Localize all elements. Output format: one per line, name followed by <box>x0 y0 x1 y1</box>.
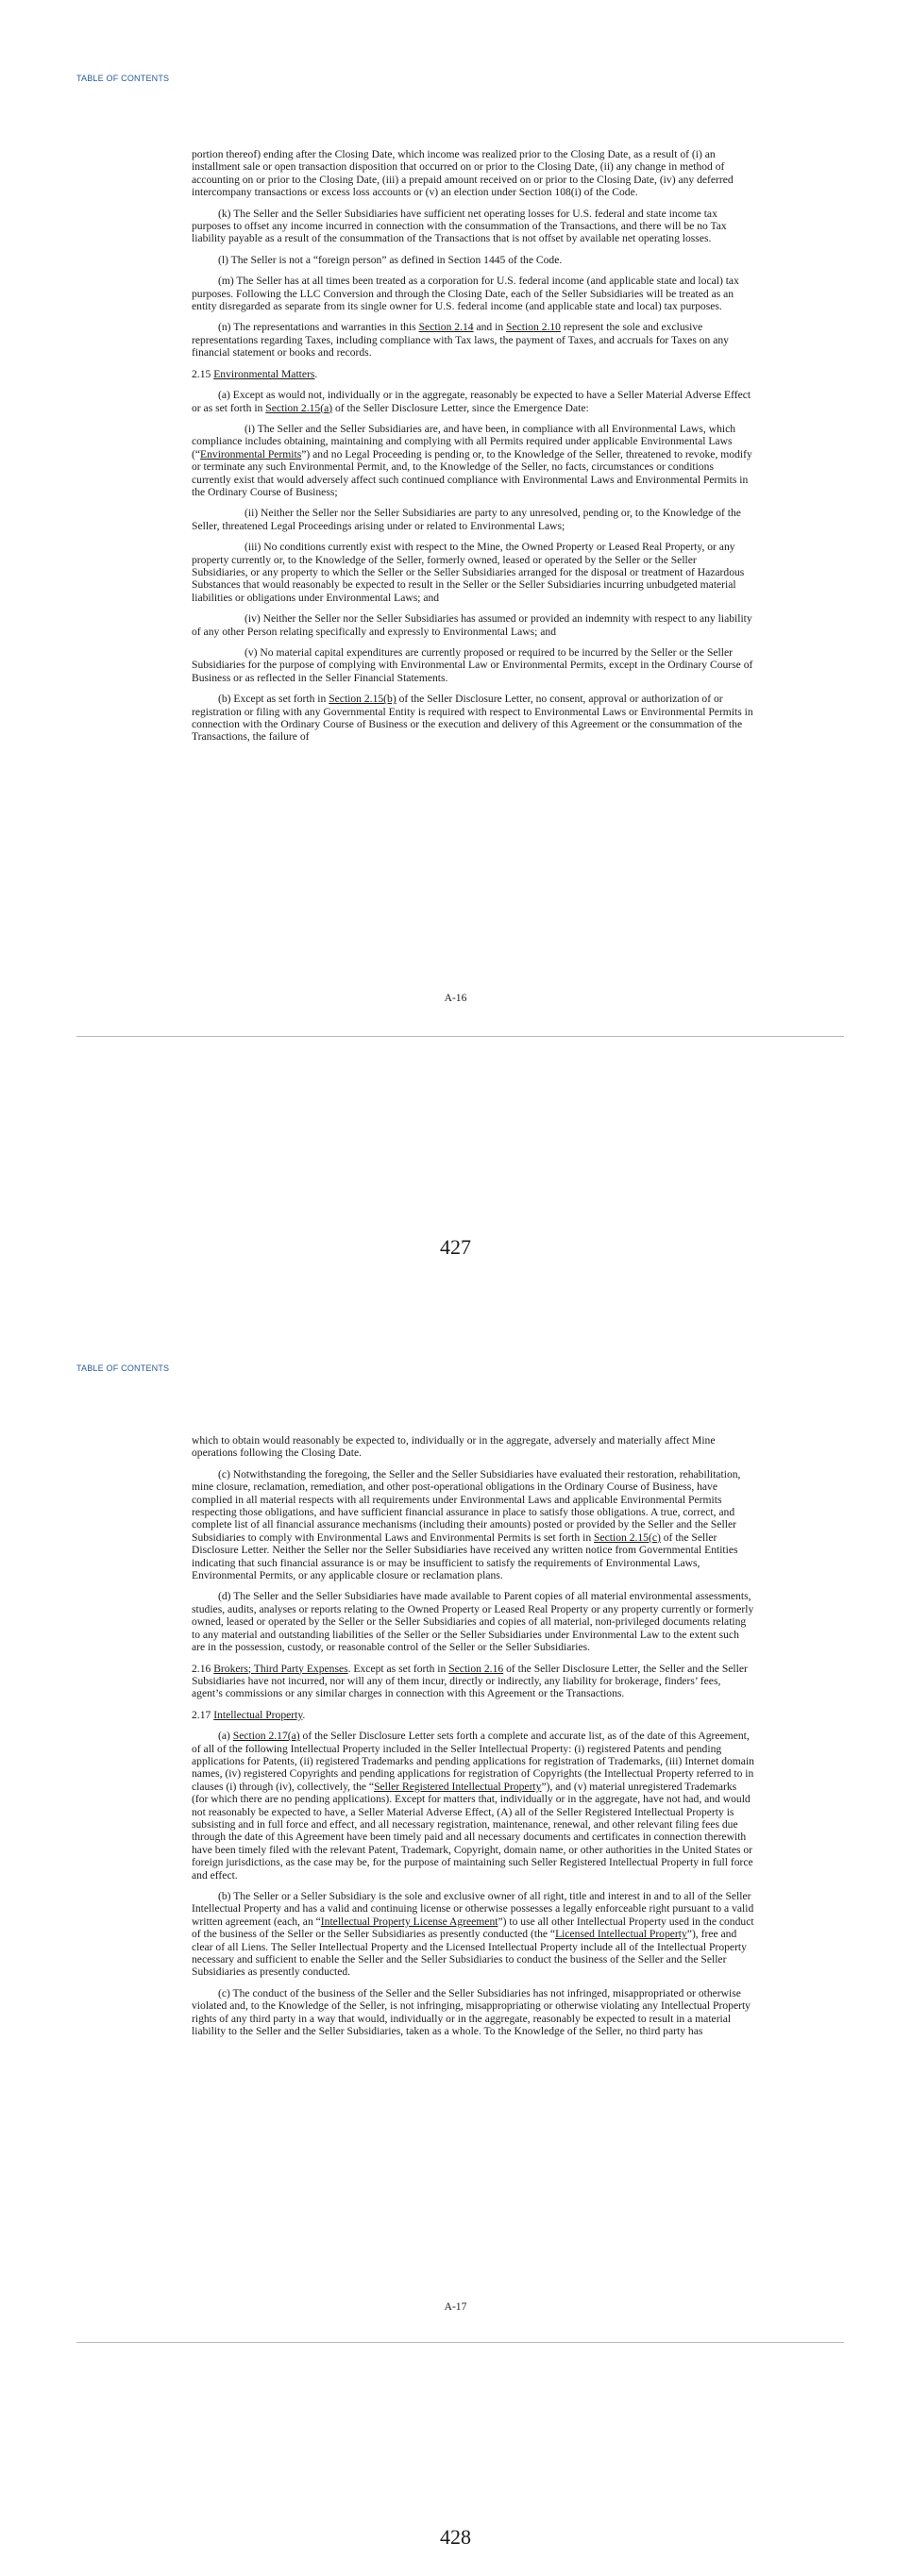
text: ”) and no Legal Proceeding is pending or, to the Knowledge of the Seller, threatened to revoke, modify or terminate any such Environmental Permit, and, to the Knowledge of the Seller, no facts, circumstances or conditions currently exist that would adversely affect such continued compliance with Environmental Laws and Environmental Permits in the Ordinary Course of Business; <box>192 447 752 498</box>
text: ”), free and clear of all Liens. The Seller Intellectual Property and the Licensed Intellectual Property include all of the Intellectual Property necessary and sufficient to enable the Seller and the Seller Subsidiaries to conduct the business of the Seller and the Seller Subsidiaries as presently conducted. <box>192 1928 747 1979</box>
paragraph-d: (d) The Seller and the Seller Subsidiaries have made available to Parent copies of all material environmental assessments, studies, audits, analyses or reports relating to the Owned Property or Leased Real Property or any property currently or formerly owned, leased or operated by the Seller or the Seller Subsidiaries and copies of all material, non-privileged documents relating to any material and outstanding liabilities of the Seller or the Seller Subsidiaries under Environmental Law to the extent such are in the possession, custody, or reasonable control of the Seller or the Seller Subsidiaries. <box>192 1590 754 1654</box>
section-number: 2.17 <box>192 1708 214 1721</box>
defined-term: Intellectual Property License Agreement <box>320 1915 498 1928</box>
page-divider <box>76 2342 844 2343</box>
section-number: 2.15 <box>192 367 214 380</box>
paragraph-a <box>192 1730 754 1882</box>
section-ref-2-17-a: Section 2.17(a) <box>232 1730 300 1743</box>
text: (i) The Seller and the Seller Subsidiaries are, and have been, in compliance with all Environmental Laws, which compliance includes obtaining, maintaining and complying with all Permits required under applicable Environmental Laws (“ <box>192 422 736 460</box>
text: (n) The representations and warranties in this <box>218 321 419 334</box>
text: (b) Except as set forth in <box>218 693 329 706</box>
page-1-body <box>192 148 754 752</box>
paragraph-continuation: portion thereof) ending after the Closing Date, which income was realized prior to the Closing Date, as a result of (i) an installment sale or open transaction disposition that occurred on or prior to the Closing Date, (ii) any change in method of accounting on or prior to the Closing Date, (iii) a prepaid amount received on or prior to the Closing Date, (iv) any deferred intercompany transactions or excess loss accounts or (v) an election under Section 108(i) of the Code. <box>192 148 734 199</box>
paragraph-n <box>192 321 754 359</box>
text: . <box>302 1708 306 1721</box>
section-ref-2-10: Section 2.10 <box>506 321 561 334</box>
paragraph-iv: (iv) Neither the Seller nor the Seller Subsidiaries has assumed or provided an indemnity with respect to any liability of any other Person relating specifically and expressly to Environmental Laws; and <box>192 612 752 638</box>
paragraph-k: (k) The Seller and the Seller Subsidiaries have sufficient net operating losses for U.S. federal and state income tax purposes to offset any income incurred in connection with the consummation of the Transactions, and there will be no Tax liability payable as a result of the consummation of the Transactions that is not offset by available net operating losses. <box>192 207 727 245</box>
section-ref-2-15-b: Section 2.15(b) <box>329 693 396 706</box>
text: of the Seller Disclosure Letter sets forth a complete and accurate list, as of the date of this Agreement, of all of the following Intellectual Property included in the Seller Intellectual Property: (i) registered Patents and pending applications for Patents, (ii) registered Trademarks and pending applications for registration of Trademarks, (iii) Internet domain names, (iv) registered Copyrights and pending applications for registration of Copyrights (the Intellectual Property referred to in clauses (i) through (iv), collectively, the “ <box>192 1730 754 1793</box>
text: . Except as set forth in <box>347 1662 449 1675</box>
section-title: Intellectual Property <box>213 1708 303 1721</box>
defined-term: Seller Registered Intellectual Property <box>374 1780 542 1793</box>
text: ”), and (v) material unregistered Trademarks (for which there are no pending applications). Except for matters that, individually or in the aggregate, have not had, and would not reasonably be expected to have, a Seller Material Adverse Effect, (A) all of the Seller Registered Intellectual Property is subsisting and in full force and effect, and all necessary registration, maintenance, renewal, and other relevant filing fees due through the date of this Agreement have been timely paid and all necessary documents and certificates in connection therewith have been timely filed with the relevant Patent, Trademark, Copyright, domain name, or other authorities in the United States or foreign jurisdictions, as the case may be, for the purpose of maintaining such Seller Registered Intellectual Property in full force and effect. <box>192 1780 753 1882</box>
section-title: Brokers; Third Party Expenses <box>213 1662 348 1675</box>
section-ref-2-15-c: Section 2.15(c) <box>594 1531 661 1544</box>
paragraph-b <box>192 1890 754 1979</box>
paragraph-ii: (ii) Neither the Seller nor the Seller Subsidiaries are party to any unresolved, pending or, to the Knowledge of the Seller, threatened Legal Proceedings arising under or related to Environmental Laws; <box>192 507 741 532</box>
paragraph-iii: (iii) No conditions currently exist with respect to the Mine, the Owned Property or Leased Real Property, or any property currently or, to the Knowledge of the Seller, formerly owned, leased or operated by the Seller or the Seller Subsidiaries, or any property to which the Seller or the Seller Subsidiaries arranged for the disposal or treatment of Hazardous Substances that would reasonably be expected to result in the Seller or the Seller Subsidiaries incurring unbudgeted material liabilities or obligations under Environmental Laws; and <box>192 541 745 604</box>
paragraph-a <box>192 389 754 414</box>
paragraph-v: (v) No material capital expenditures are currently proposed or required to be incurred by the Seller or the Seller Subsidiaries for the purpose of complying with Environmental Law or Environmental Permits, except in the Ordinary Course of Business or as reflected in the Seller Financial Statements. <box>192 646 753 684</box>
paragraph-continuation: which to obtain would reasonably be expected to, individually or in the aggregate, adversely and materially affect Mine operations following the Closing Date. <box>192 1434 716 1460</box>
page-folio: A-17 <box>444 2300 467 2313</box>
text: (a) Except as would not, individually or in the aggregate, reasonably be expected to have a Seller Material Adverse Effect or as set forth in <box>192 389 751 414</box>
page-divider <box>76 1036 844 1037</box>
paragraph-l: (l) The Seller is not a “foreign person” as defined in Section 1445 of the Code. <box>218 253 563 266</box>
paragraph-c2: (c) The conduct of the business of the Seller and the Seller Subsidiaries has not infringed, misappropriated or otherwise violated and, to the Knowledge of the Seller, is not infringing, misappropriating or otherwise violating any Intellectual Property rights of any third party in a way that would, individually or in the aggregate, reasonably be expected to result in a material liability to the Seller and the Seller Subsidiaries, taken as a whole. To the Knowledge of the Seller, no third party has <box>192 1986 751 2038</box>
section-heading-2-15 <box>192 368 754 380</box>
paragraph-i <box>192 423 754 498</box>
text: and in <box>473 321 507 334</box>
defined-term: Environmental Permits <box>200 447 302 460</box>
section-ref-2-16: Section 2.16 <box>448 1662 504 1675</box>
section-ref-2-15-a: Section 2.15(a) <box>265 401 333 414</box>
text: represent the sole and exclusive representations regarding Taxes, including compliance with Tax laws, the payment of Taxes, and accruals for Taxes on any financial statement or books and records. <box>192 321 729 360</box>
text: of the Seller Disclosure Letter, since the Emergence Date: <box>332 401 589 414</box>
defined-term: Licensed Intellectual Property <box>555 1928 687 1941</box>
page-2-body <box>192 1434 754 2046</box>
paragraph-m: (m) The Seller has at all times been treated as a corporation for U.S. federal income (and applicable state and local) tax purposes. Following the LLC Conversion and through the Closing Date, each of the Seller Subsidiaries will be treated as an entity disregarded as separate from its single owner for U.S. federal income (and applicable state and local) tax purposes. <box>192 275 739 313</box>
paragraph-c <box>192 1468 754 1582</box>
section-heading-2-16 <box>192 1663 754 1700</box>
paragraph-b <box>192 693 754 744</box>
table-of-contents-link[interactable]: TABLE OF CONTENTS <box>76 1363 170 1373</box>
text: (b) The Seller or a Seller Subsidiary is the sole and exclusive owner of all right, title and interest in and to all of the Seller Intellectual Property and has a valid and continuing license or otherwise possesses a legally enforceable right pursuant to a valid written agreement (each, an “ <box>192 1890 754 1928</box>
page-number: 428 <box>440 2525 471 2549</box>
table-of-contents-link[interactable]: TABLE OF CONTENTS <box>76 74 170 83</box>
text: . <box>314 367 318 380</box>
text: (a) <box>218 1730 233 1743</box>
text: ”) to use all other Intellectual Property used in the conduct of the business of the Seller or the Seller Subsidiaries as presently conducted (the “ <box>192 1915 754 1941</box>
page-folio: A-16 <box>444 992 467 1004</box>
text: (c) Notwithstanding the foregoing, the Seller and the Seller Subsidiaries have evaluated their restoration, rehabilitation, mine closure, reclamation, remediation, and other post-operational obligations in the Ordinary Course of Business, have complied in all material respects with all requirements under Environmental Laws and applicable Environmental Permits respecting those obligations, and have sufficient financial assurance in place to satisfy those obligations. A true, correct, and complete list of all financial assurance mechanisms (including their amounts) posted or provided by the Seller and the Seller Subsidiaries to comply with Environmental Laws and Environmental Permits is set forth in <box>192 1467 741 1544</box>
section-title: Environmental Matters <box>213 367 315 380</box>
section-heading-2-17 <box>192 1709 754 1721</box>
text: of the Seller Disclosure Letter. Neither the Seller nor the Seller Subsidiaries have received any written notice from Governmental Entities indicating that such financial assurance is or may be insufficient to satisfy the requirements of Environmental Laws, Environmental Permits, or any applicable closure or reclamation plans. <box>192 1531 738 1582</box>
page-number: 427 <box>440 1235 471 1259</box>
section-ref-2-14: Section 2.14 <box>418 321 474 334</box>
section-number: 2.16 <box>192 1662 214 1675</box>
text: of the Seller Disclosure Letter, the Seller and the Seller Subsidiaries have not incurred, nor will any of them incur, directly or indirectly, any liability for brokerage, finders’ fees, agent’s commissions or any similar charges in connection with this Agreement or the Transactions. <box>192 1662 748 1700</box>
text: of the Seller Disclosure Letter, no consent, approval or authorization of or registration or filing with any Governmental Entity is required with respect to Environmental Laws or Environmental Permits in connection with the Ordinary Course of Business or the execution and delivery of this Agreement or the consummation of the Transactions, the failure of <box>192 693 753 744</box>
